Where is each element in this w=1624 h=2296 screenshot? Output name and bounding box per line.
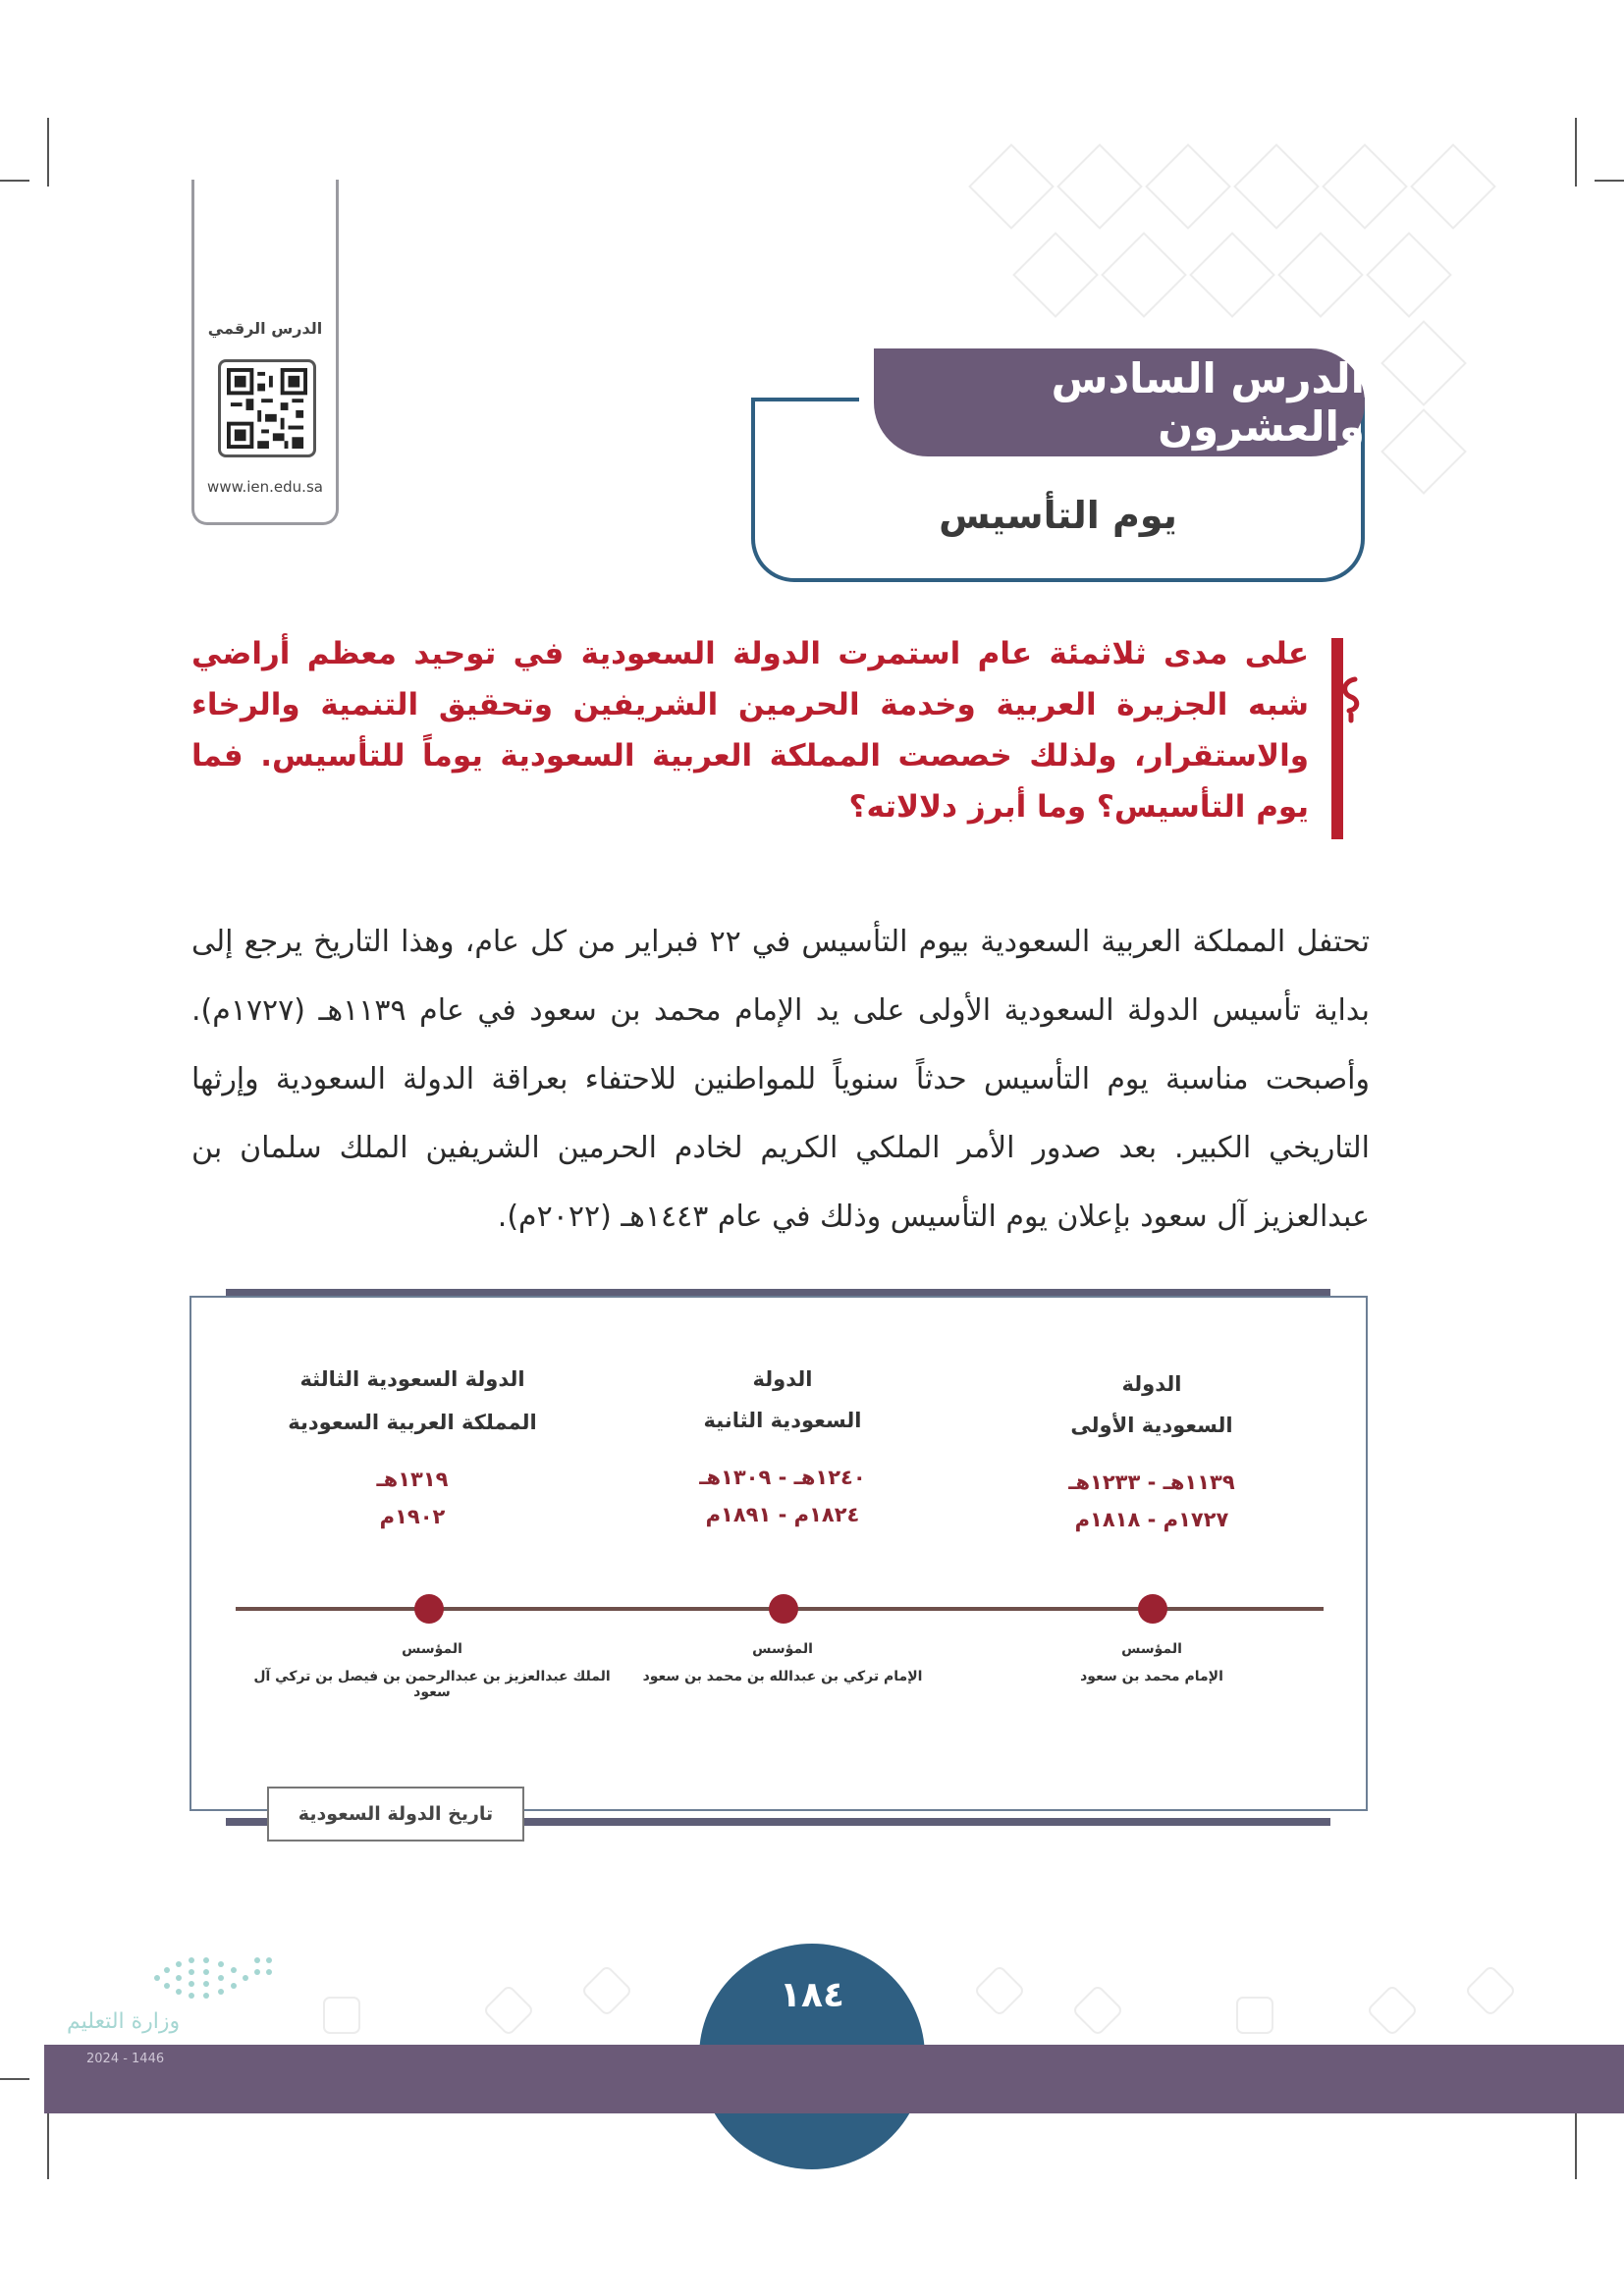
founder-name: الإمام تركي بن عبدالله بن محمد بن سعود bbox=[642, 1669, 923, 1684]
founder-third bbox=[236, 1641, 628, 1700]
founder-label: المؤسس bbox=[1121, 1641, 1182, 1657]
state-name-line1: الدولة bbox=[1121, 1372, 1182, 1396]
crop-mark bbox=[1575, 2110, 1577, 2179]
body-paragraph: تحتفل المملكة العربية السعودية بيوم التأسيس في ٢٢ فبراير من كل عام، وهذا التاريخ يرجع إلى بداية تأسيس الدولة السعودية الأولى على يد الإمام محمد بن سعود في عام ١١٣٩هـ (١٧٢٧م). وأصبحت مناسبة يوم التأسيس حدثاً سنوياً للمواطنين للاحتفاء بعراقة الدولة السعودية وإرثها التاريخي الكبير. بعد صدور الأمر الملكي الكريم لخادم الحرمين الشريفين الملك سلمان بن عبدالعزيز آل سعود بإعلان يوم التأسيس وذلك في عام ١٤٤٣هـ (٢٠٢٢م). bbox=[191, 925, 1371, 1234]
timeline-marker-third bbox=[414, 1594, 444, 1624]
state-hijri-years: ١٣١٩هـ bbox=[376, 1468, 449, 1491]
footer-bar bbox=[44, 2045, 1624, 2113]
state-name-line2: السعودية الأولى bbox=[1070, 1414, 1233, 1437]
crop-mark bbox=[0, 2078, 29, 2080]
qr-code-icon[interactable] bbox=[218, 359, 316, 457]
state-gregorian-years: ١٨٢٤م - ١٨٩١م bbox=[705, 1503, 860, 1526]
founder-label: المؤسس bbox=[752, 1641, 813, 1657]
state-gregorian-years: ١٧٢٧م - ١٨١٨م bbox=[1074, 1508, 1229, 1531]
state-hijri-years: ١٢٤٠هـ - ١٣٠٩هـ bbox=[699, 1466, 866, 1489]
founder-label: المؤسس bbox=[402, 1641, 462, 1657]
intro-accent-bar bbox=[1331, 638, 1343, 839]
lesson-number-title: الدرس السادس والعشرون bbox=[874, 348, 1365, 456]
crop-mark bbox=[1575, 118, 1577, 187]
founder-name: الملك عبدالعزيز بن عبدالرحمن بن فيصل بن تركي آل سعود bbox=[253, 1669, 611, 1700]
lesson-title-frame-line bbox=[751, 398, 859, 401]
digital-lesson-label: الدرس الرقمي bbox=[207, 319, 323, 338]
founder-name: الإمام محمد بن سعود bbox=[1080, 1669, 1223, 1684]
crop-mark bbox=[1595, 180, 1624, 182]
page-number: ١٨٤ bbox=[780, 1975, 844, 2015]
edition-year: 2024 - 1446 bbox=[86, 2052, 165, 2066]
crop-mark bbox=[47, 2110, 49, 2179]
intro-question: على مدى ثلاثمئة عام استمرت الدولة السعودية في توحيد معظم أراضي شبه الجزيرة العربية وخدمة الحرمين الشريفين وتحقيق التنمية والرخاء والاستقرار، ولذلك خصصت المملكة العربية السعودية يوماً للتأسيس. فما يوم التأسيس؟ وما أبرز دلالاته؟ bbox=[191, 636, 1309, 825]
founder-first bbox=[975, 1641, 1328, 1684]
question-flourish-icon bbox=[1337, 675, 1365, 726]
lesson-subtitle: يوم التأسيس bbox=[939, 494, 1177, 537]
timeline-state-first bbox=[975, 1360, 1328, 1538]
crop-mark bbox=[0, 180, 29, 182]
timeline-caption: تاريخ الدولة السعودية bbox=[267, 1787, 524, 1842]
timeline-marker-first bbox=[1138, 1594, 1167, 1624]
ministry-name: وزارة التعليم bbox=[67, 2009, 181, 2034]
crop-mark bbox=[47, 118, 49, 187]
timeline-state-third bbox=[236, 1355, 589, 1535]
timeline-marker-second bbox=[769, 1594, 798, 1624]
state-name-line2: السعودية الثانية bbox=[703, 1409, 862, 1432]
timeline-state-second bbox=[606, 1355, 959, 1533]
digital-lesson-url[interactable]: www.ien.edu.sa bbox=[207, 478, 323, 496]
ministry-dots-icon bbox=[147, 1949, 304, 2007]
founder-second bbox=[606, 1641, 959, 1684]
digital-lesson-box[interactable] bbox=[191, 180, 339, 525]
state-hijri-years: ١١٣٩هـ - ١٢٣٣هـ bbox=[1068, 1470, 1235, 1494]
state-name-line2: المملكة العربية السعودية bbox=[288, 1411, 537, 1434]
state-gregorian-years: ١٩٠٢م bbox=[379, 1505, 446, 1528]
state-name-line1: الدولة bbox=[752, 1367, 813, 1391]
state-name-line1: الدولة السعودية الثالثة bbox=[299, 1367, 525, 1391]
